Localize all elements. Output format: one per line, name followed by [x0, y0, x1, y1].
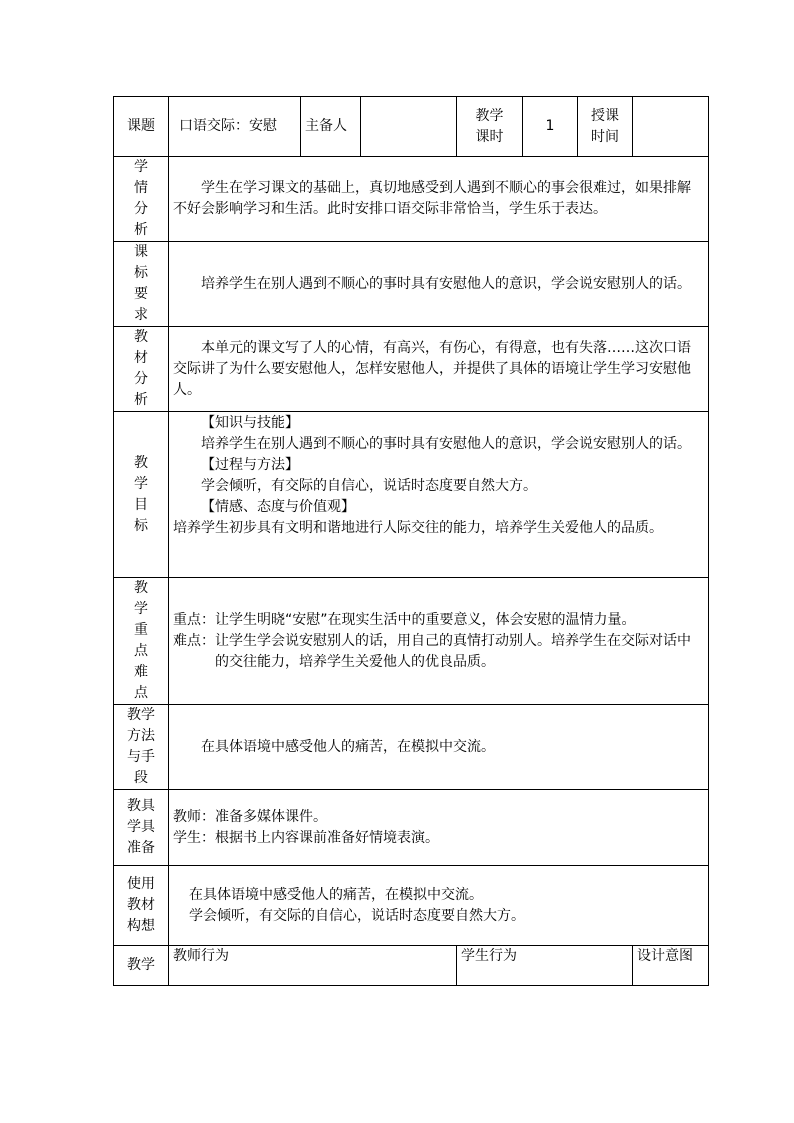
usage-line-2: 学会倾听，有交际的自信心，说话时态度要自然大方。 — [189, 907, 525, 924]
goal-text-emotion: 培养学生初步具有文明和谐地进行人际交往的能力，培养学生关爱他人的品质。 — [173, 520, 663, 536]
material-row — [114, 327, 709, 412]
tools-student: 学生：根据书上内容课前准备好情境表演。 — [173, 829, 439, 846]
time-value — [633, 97, 709, 157]
hours-value: 1 — [523, 97, 578, 157]
student-behavior-header: 学生行为 — [457, 946, 633, 986]
subject-value: 口语交际：安慰 — [169, 97, 301, 157]
tools-label: 教具 学具 准备 — [114, 790, 169, 866]
tools-row — [114, 790, 709, 866]
goal-heading-emotion: 【情感、态度与价值观】 — [201, 499, 355, 515]
material-label: 教 材 分 析 — [114, 327, 169, 412]
process-row — [114, 946, 709, 986]
goals-content — [169, 412, 709, 578]
standard-row — [114, 242, 709, 327]
usage-content — [169, 866, 709, 946]
standard-label: 课 标 要 求 — [114, 242, 169, 327]
goal-heading-process: 【过程与方法】 — [201, 457, 299, 473]
goals-row — [114, 412, 709, 578]
key-point-text: 重点：让学生明晓“安慰”在现实生活中的重要意义，体会安慰的温情力量。 — [173, 611, 636, 628]
process-label: 教学 — [114, 946, 169, 986]
keypoints-content — [169, 578, 709, 705]
standard-text: 培养学生在别人遇到不顺心的事时具有安慰他人的意识，学会说安慰别人的话。 — [169, 242, 709, 327]
teacher-behavior-header: 教师行为 — [169, 946, 457, 986]
goals-label: 教 学 目 标 — [114, 412, 169, 578]
analysis-label: 学 情 分 析 — [114, 157, 169, 242]
keypoints-row — [114, 578, 709, 705]
goal-text-knowledge: 培养学生在别人遇到不顺心的事时具有安慰他人的意识，学会说安慰别人的话。 — [201, 436, 691, 452]
lead-label: 主备人 — [301, 97, 361, 157]
time-label: 授课 时间 — [578, 97, 633, 157]
design-intent-header: 设计意图 — [633, 946, 709, 986]
methods-row — [114, 705, 709, 790]
material-text: 本单元的课文写了人的心情，有高兴，有伤心，有得意，也有失落……这次口语交际讲了为什么要安慰他人，怎样安慰他人，并提供了具体的语境让学生学习安慰他人。 — [169, 327, 709, 412]
usage-line-1: 在具体语境中感受他人的痛苦，在模拟中交流。 — [189, 886, 483, 903]
analysis-row — [114, 157, 709, 242]
lead-value — [361, 97, 457, 157]
subject-label: 课题 — [114, 97, 169, 157]
header-row — [114, 97, 709, 157]
usage-label: 使用 教材 构想 — [114, 866, 169, 946]
methods-label: 教学 方法 与手 段 — [114, 705, 169, 790]
goal-text-process: 学会倾听，有交际的自信心，说话时态度要自然大方。 — [201, 478, 537, 494]
goal-heading-knowledge: 【知识与技能】 — [201, 415, 299, 431]
difficulty-text: 难点：让学生学会说安慰别人的话，用自己的真情打动别人。培养学生在交际对话中的交往能力，培养学生关爱他人的优良品质。 — [173, 632, 691, 670]
methods-text: 在具体语境中感受他人的痛苦，在模拟中交流。 — [169, 705, 709, 790]
hours-label: 教学 课时 — [457, 97, 523, 157]
keypoints-label: 教 学 重 点 难 点 — [114, 578, 169, 705]
tools-teacher: 教师：准备多媒体课件。 — [173, 808, 327, 825]
usage-row — [114, 866, 709, 946]
lesson-plan-table — [113, 96, 709, 986]
tools-content — [169, 790, 709, 866]
analysis-text: 学生在学习课文的基础上，真切地感受到人遇到不顺心的事会很难过，如果排解不好会影响学习和生活。此时安排口语交际非常恰当，学生乐于表达。 — [169, 157, 709, 242]
